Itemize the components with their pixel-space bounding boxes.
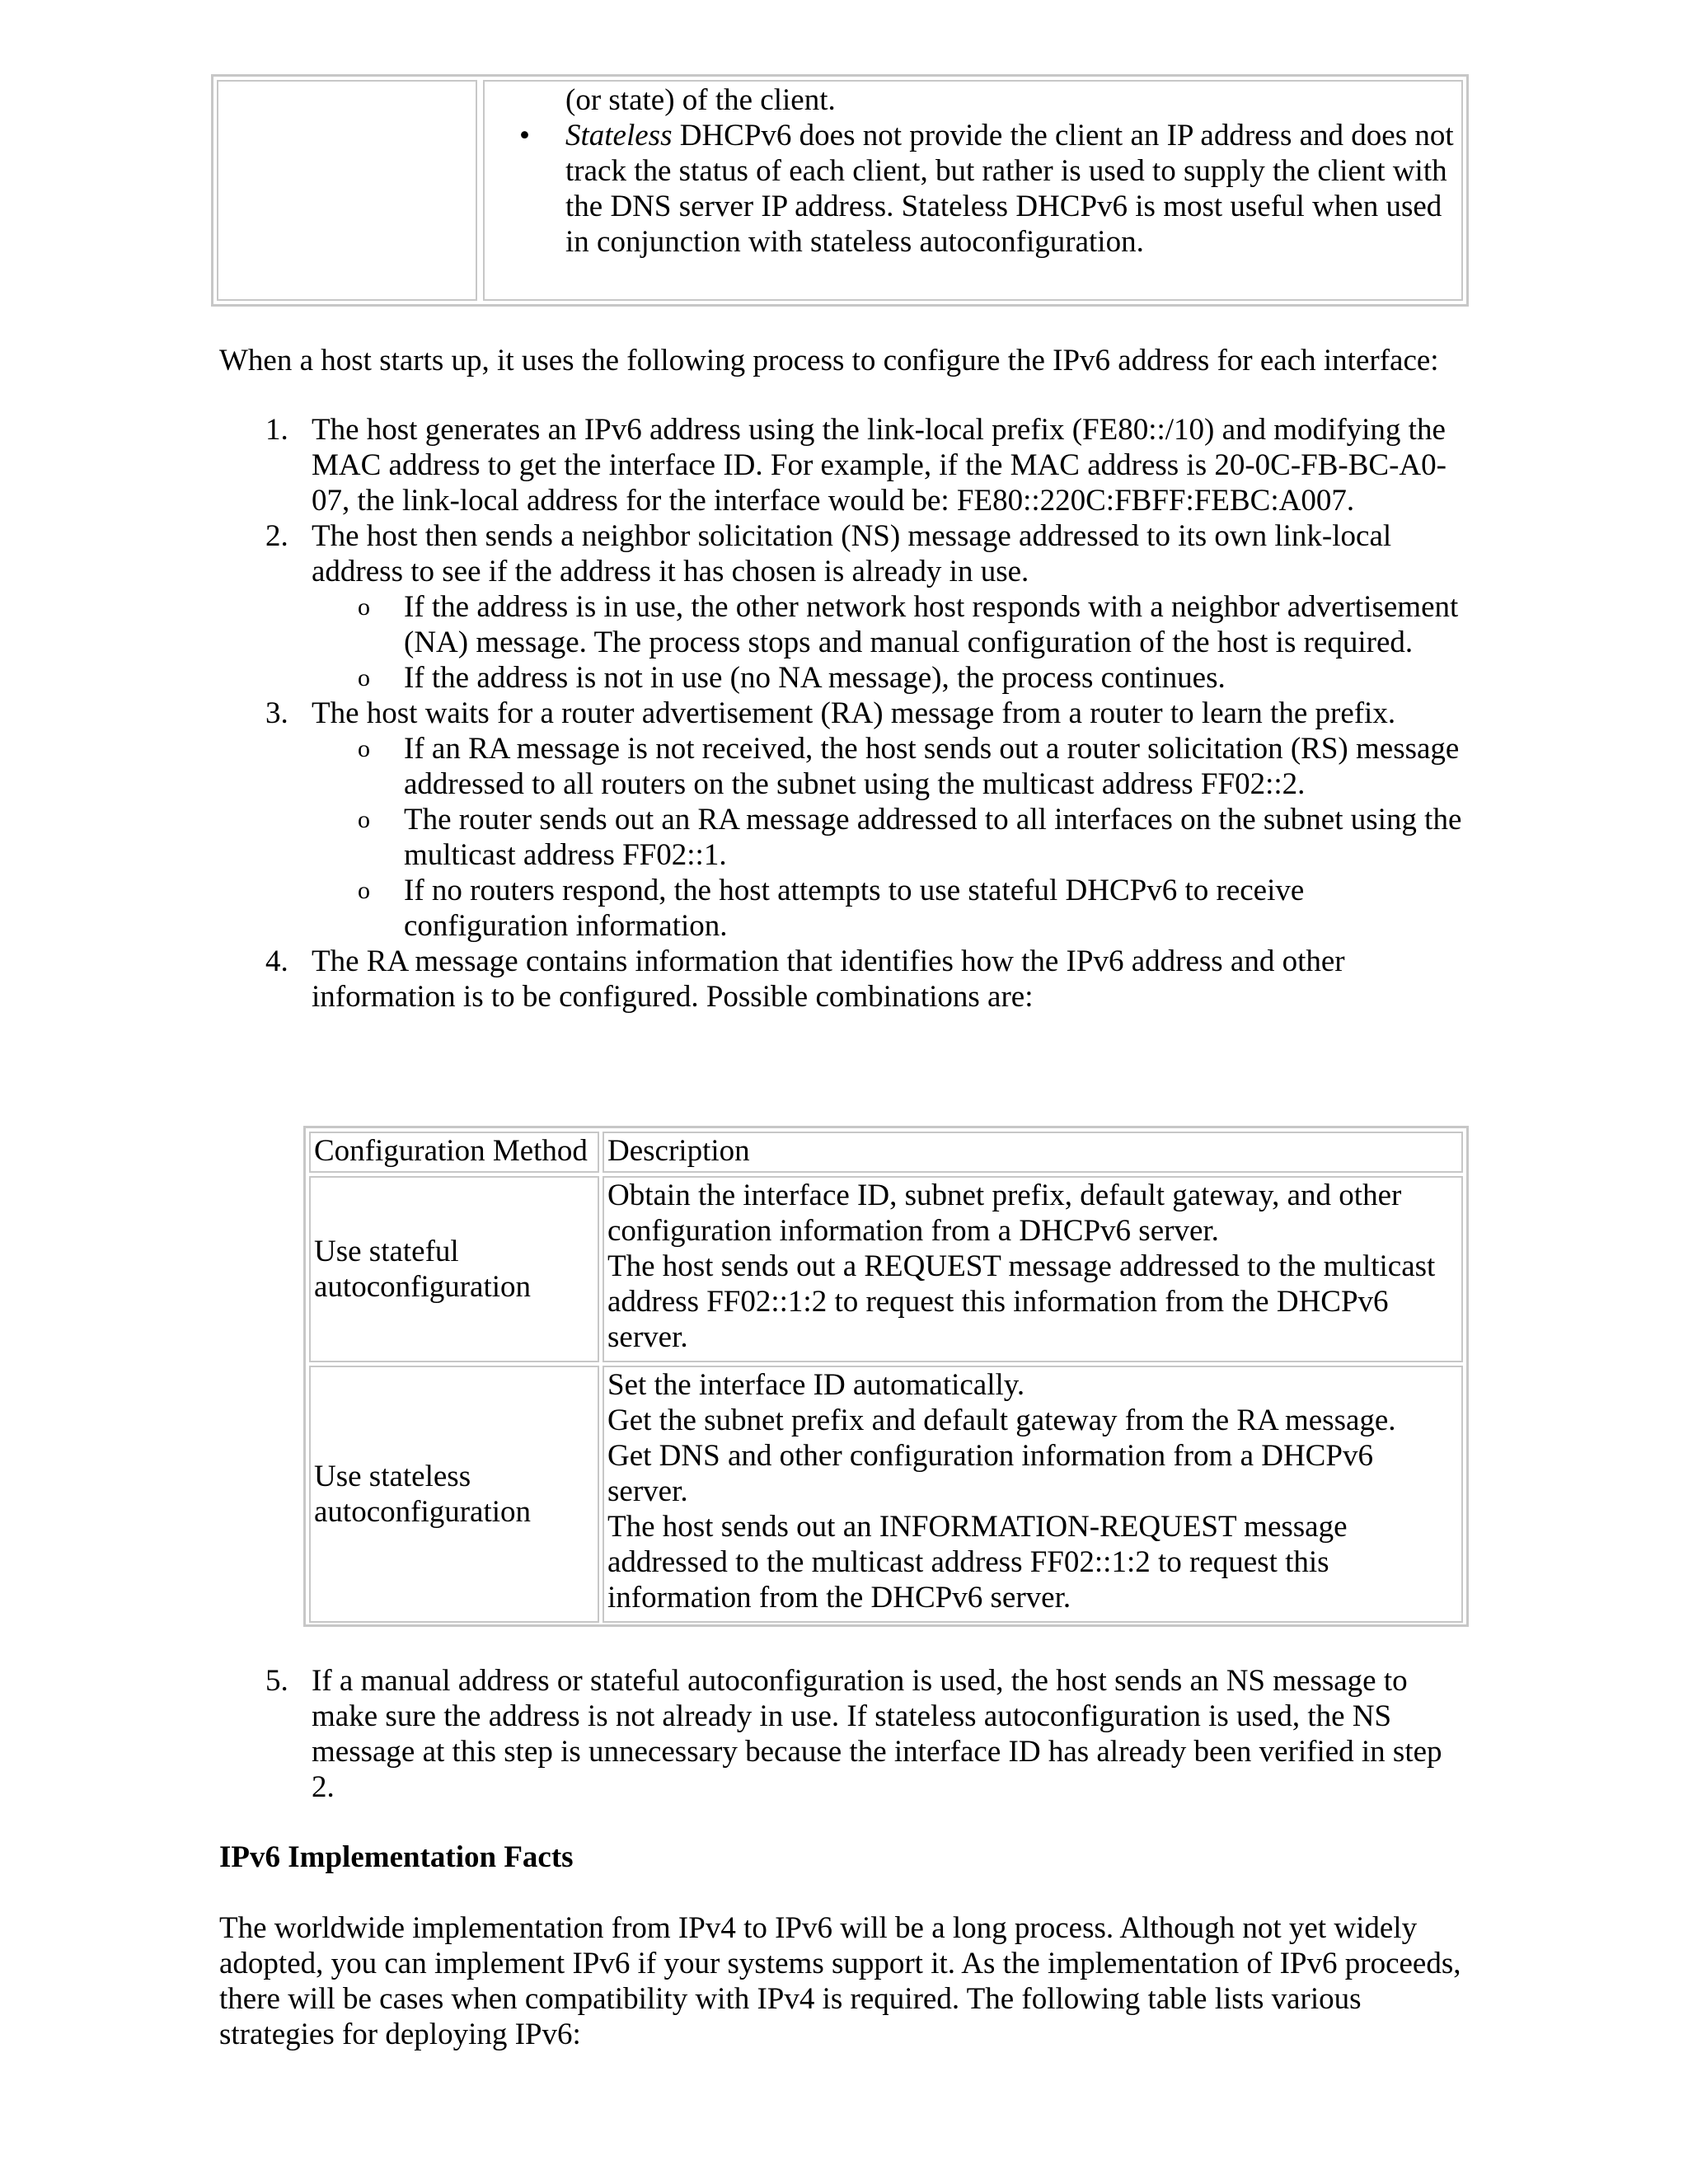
step-item: [219, 696, 1472, 944]
step-item: [219, 412, 1472, 518]
table-cell-description: [603, 1176, 1463, 1362]
step-number: 3.: [265, 696, 288, 730]
sub-text: The router sends out an RA message addressed to all interfaces on the subnet using the multicast address FF02::1.: [404, 803, 1462, 872]
sub-item: [219, 589, 1472, 660]
sub-text: If no routers respond, the host attempts to use stateful DHCPv6 to receive configuration information.: [404, 874, 1305, 943]
sub-text: If the address is not in use (no NA message), the process continues.: [404, 661, 1226, 695]
step-text: The host then sends a neighbor solicitation (NS) message addressed to its own link-local address to see if the address it has chosen is already in use.: [312, 519, 1392, 588]
step-text: If a manual address or stateful autoconfiguration is used, the host sends an NS message to make sure the address is not already in use. If stateless autoconfiguration is used, the NS message at this step is unnecessary because the interface ID has already been verified in step 2.: [312, 1664, 1442, 1804]
method-label: Use stateful autoconfiguration: [314, 1235, 532, 1304]
description-line: Set the interface ID automatically.: [607, 1368, 1025, 1402]
step-number: 4.: [265, 944, 288, 978]
description-line: Get DNS and other configuration information from a DHCPv6 server.: [607, 1439, 1373, 1508]
step-text: The host waits for a router advertisement (RA) message from a router to learn the prefix.: [312, 696, 1396, 730]
step-item: [219, 518, 1472, 696]
step-number: 2.: [265, 519, 288, 553]
circle-bullet-icon: o: [358, 593, 370, 621]
bullet-text: DHCPv6 does not provide the client an IP address and does not track the status of each client, but rather is used to supply the client with the DNS server IP address. Stateless DHCPv6 is most useful when used in conjunction with stateless autoconfiguration.: [565, 119, 1454, 259]
circle-bullet-icon: o: [358, 877, 370, 904]
bullet-icon: •: [519, 119, 530, 152]
circle-bullet-icon: o: [358, 806, 370, 833]
section-heading: IPv6 Implementation Facts: [219, 1840, 574, 1874]
circle-bullet-icon: o: [358, 664, 370, 691]
step-text: The host generates an IPv6 address using the link-local prefix (FE80::/10) and modifying the MAC address to get the interface ID. For example, if the MAC address is 20-0C-FB-BC-A0-07, the link-local address for the interface would be: FE80::220C:FBFF:FEBC:A007.: [312, 413, 1447, 518]
step-item: [219, 944, 1472, 1015]
bullet-term: Stateless: [565, 119, 673, 152]
facts-paragraph: The worldwide implementation from IPv4 to IPv6 will be a long process. Although not yet widely adopted, you can implement IPv6 if your systems support it. As the implementation of IPv6 proceeds, there will be cases when compatibility with IPv4 is required. The following table lists various strategies for deploying IPv6:: [219, 1911, 1461, 2051]
sub-item: [219, 731, 1472, 802]
circle-bullet-icon: o: [358, 735, 370, 762]
description-line: Get the subnet prefix and default gateway from the RA message.: [607, 1404, 1396, 1437]
table-cell-description: [603, 1366, 1463, 1623]
step-number: 1.: [265, 413, 288, 447]
table-cell-empty: [217, 80, 477, 301]
configuration-method-table: [303, 1126, 1469, 1627]
step-number: 5.: [265, 1664, 288, 1698]
method-label: Use stateless autoconfiguration: [314, 1460, 532, 1529]
sub-item: [219, 660, 1472, 696]
continued-text: (or state) of the client.: [565, 83, 836, 117]
sub-item: [219, 873, 1472, 944]
description-line: Obtain the interface ID, subnet prefix, default gateway, and other configuration information from a DHCPv6 server.: [607, 1179, 1402, 1248]
config-steps-list: [219, 412, 1472, 1015]
table-header-description: Description: [603, 1132, 1463, 1173]
intro-paragraph: When a host starts up, it uses the following process to configure the IPv6 address for each interface:: [219, 344, 1439, 377]
description-line: The host sends out a REQUEST message addressed to the multicast address FF02::1:2 to request this information from the DHCPv6 server.: [607, 1249, 1436, 1354]
step-text: The RA message contains information that identifies how the IPv6 address and other information is to be configured. Possible combinations are:: [312, 944, 1345, 1014]
table-cell-method: [309, 1366, 599, 1623]
table-header-method: Configuration Method: [309, 1132, 599, 1173]
sub-text: If an RA message is not received, the host sends out a router solicitation (RS) message addressed to all routers on the subnet using the multicast address FF02::2.: [404, 732, 1460, 801]
description-line: The host sends out an INFORMATION-REQUEST message addressed to the multicast address FF02::1:2 to request this information from the DHCPv6 server.: [607, 1510, 1348, 1615]
sub-item: [219, 802, 1472, 873]
sub-text: If the address is in use, the other network host responds with a neighbor advertisement (NA) message. The process stops and manual configuration of the host is required.: [404, 590, 1459, 659]
table-cell-method: [309, 1176, 599, 1362]
